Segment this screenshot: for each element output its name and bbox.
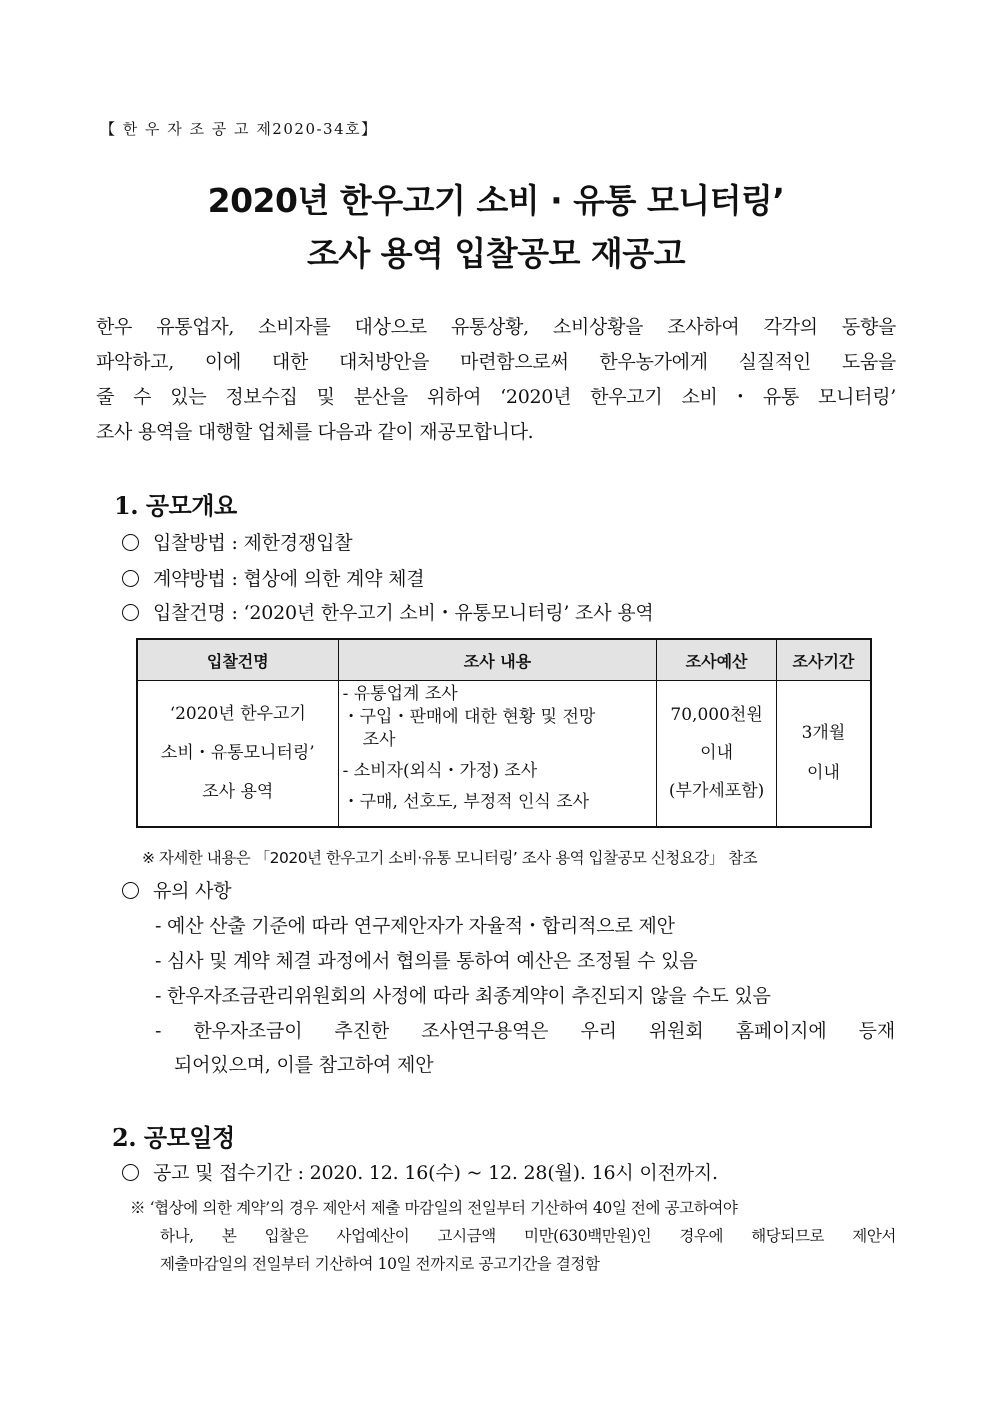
caution-item-continued: 되어있으며, 이를 참고하여 제안: [174, 1054, 434, 1076]
cell-line: 이내: [700, 743, 734, 764]
bullet-text: 공고 및 접수기간 : 2020. 12. 16(수) ~ 12. 28(월). 16시 이전까지.: [153, 1162, 718, 1184]
circle-bullet-icon: [122, 882, 139, 899]
cell-line: ‘2020년 한우고기: [169, 703, 306, 724]
cell-line: ・구매, 선호도, 부정적 인식 조사: [342, 792, 590, 812]
intro-line: 조사 용역을 대행할 업체를 다음과 같이 재공모합니다.: [96, 421, 534, 443]
bid-name-cell: [137, 681, 338, 827]
budget-cell: [657, 681, 777, 827]
section-1-heading: 1. 공모개요: [114, 491, 237, 520]
circle-bullet-icon: [122, 570, 139, 587]
period-cell: [776, 681, 871, 827]
cell-line: 3개월: [801, 723, 846, 744]
section-2-heading: 2. 공모일정: [112, 1123, 235, 1152]
bullet-item: [122, 598, 654, 625]
caution-item: - 예산 산출 기준에 따라 연구제안자가 자율적・합리적으로 제안: [155, 915, 675, 937]
cell-line: (부가세포함): [668, 781, 765, 802]
notice-number: 【 한 우 자 조 공 고 제2020-34호】: [100, 120, 378, 138]
table-note: ※ 자세한 내용은 「2020년 한우고기 소비·유통 모니터링’ 조사 용역 입찰공모 신청요강」 참조: [142, 849, 758, 867]
intro-line: 파악하고, 이에 대한 대처방안을 마련함으로써 한우농가에게 실질적인 도움을: [96, 351, 896, 373]
circle-bullet-icon: [122, 534, 139, 551]
table-header-cell: 조사예산: [657, 639, 777, 681]
caution-item: - 심사 및 계약 체결 과정에서 협의를 통하여 예산은 조정될 수 있음: [155, 950, 698, 972]
cell-line: - 소비자(외식・가정) 조사: [342, 761, 538, 781]
cell-line: 소비・유통모니터링’: [160, 742, 315, 763]
schedule-note-line: ※ ‘협상에 의한 계약’의 경우 제안서 제출 마감일의 전일부터 기산하여 40일 전에 공고하여야: [130, 1199, 738, 1217]
content-cell: [338, 681, 657, 827]
cell-line: 70,000천원: [670, 705, 763, 726]
caution-heading: [122, 876, 231, 903]
cell-line: 조사: [362, 730, 396, 750]
table-header-row: [137, 639, 871, 681]
title-line-1: 2020년 한우고기 소비 · 유통 모니터링’: [207, 181, 785, 220]
cell-line: 조사 용역: [202, 781, 274, 802]
bullet-text: 유의 사항: [153, 880, 232, 902]
circle-bullet-icon: [122, 1164, 139, 1181]
bullet-text: 입찰건명 : ‘2020년 한우고기 소비・유통모니터링’ 조사 용역: [153, 602, 654, 624]
bid-table: [136, 638, 872, 828]
bullet-item: [122, 1158, 718, 1185]
cell-line: - 유통업계 조사: [342, 684, 458, 704]
title-line-2: 조사 용역 입찰공모 재공고: [306, 234, 686, 273]
bullet-text: 입찰방법 : 제한경쟁입찰: [153, 532, 353, 554]
table-header-cell: 입찰건명: [137, 639, 338, 681]
circle-bullet-icon: [122, 604, 139, 621]
cell-line: 이내: [807, 763, 840, 784]
caution-item: - 한우자조금관리위원회의 사정에 따라 최종계약이 추진되지 않을 수도 있음: [155, 985, 771, 1007]
table-header-cell: 조사 내용: [338, 639, 657, 681]
table-header-cell: 조사기간: [776, 639, 871, 681]
schedule-note-line: 하나, 본 입찰은 사업예산이 고시금액 미만(630백만원)인 경우에 해당되므로 제안서: [160, 1227, 896, 1245]
cell-line: ・구입・판매에 대한 현황 및 전망: [342, 707, 596, 727]
intro-line: 한우 유통업자, 소비자를 대상으로 유통상황, 소비상황을 조사하여 각각의 동향을: [96, 316, 896, 338]
bullet-text: 계약방법 : 협상에 의한 계약 체결: [153, 568, 425, 590]
intro-line: 줄 수 있는 정보수집 및 분산을 위하여 ‘2020년 한우고기 소비・유통 모니터링’: [96, 386, 896, 408]
table-row: [137, 681, 871, 827]
caution-item: - 한우자조금이 추진한 조사연구용역은 우리 위원회 홈페이지에 등재: [155, 1020, 895, 1042]
bullet-item: [122, 528, 352, 555]
schedule-note-line: 제출마감일의 전일부터 기산하여 10일 전까지로 공고기간을 결정함: [160, 1255, 600, 1273]
bullet-item: [122, 564, 424, 591]
